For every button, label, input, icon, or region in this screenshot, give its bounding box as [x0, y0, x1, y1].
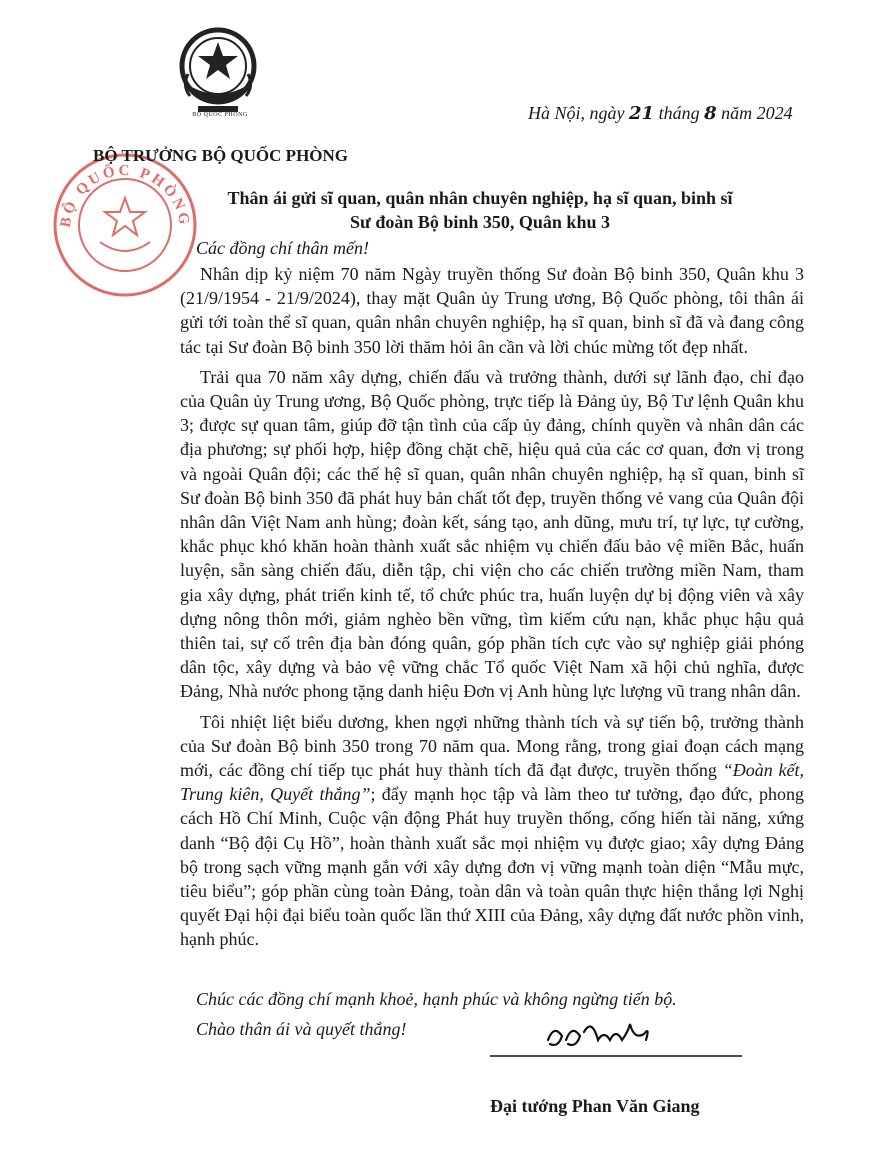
year-label: năm 2024	[721, 103, 793, 123]
closing-line-1: Chúc các đồng chí mạnh khoẻ, hạnh phúc và không ngừng tiến bộ.	[196, 989, 677, 1009]
letter-title	[160, 186, 800, 234]
title-line-2: Sư đoàn Bộ binh 350, Quân khu 3	[350, 212, 610, 232]
paragraph-3	[180, 710, 804, 952]
emblem-caption: BỘ QUỐC PHÒNG	[192, 112, 248, 118]
month-value: 8	[704, 103, 717, 124]
letter-body	[180, 262, 804, 958]
motto: “Đoàn kết, Trung kiên, Quyết thắng”	[180, 760, 804, 805]
month-label: tháng	[658, 103, 700, 123]
greeting: Các đồng chí thân mến!	[196, 238, 369, 258]
national-emblem-icon	[168, 24, 268, 124]
stamp-text: BỘ QUỐC PHÒNG	[57, 162, 193, 229]
handwritten-signature-icon	[488, 1010, 744, 1062]
paragraph-3-part-1: Tôi nhiệt liệt biểu dương, khen ngợi những thành tích và sự tiến bộ, trưởng thành của Sư đoàn Bộ binh 350 trong 70 năm qua. Mong rằng, trong giai đoạn cách mạng mới, các đồng chí tiếp tục phát huy thành tích đã đạt được, truyền thống	[180, 711, 804, 781]
signer-name: Đại tướng Phan Văn Giang	[490, 1096, 700, 1116]
place-date	[528, 103, 793, 124]
title-line-1: Thân ái gửi sĩ quan, quân nhân chuyên nghiệp, hạ sĩ quan, binh sĩ	[227, 188, 733, 208]
closing-line-2: Chào thân ái và quyết thắng!	[196, 1019, 407, 1039]
paragraph-3-part-2: ; đẩy mạnh học tập và làm theo tư tưởng, đạo đức, phong cách Hồ Chí Minh, Cuộc vận động Phát huy truyền thống, cống hiến tài năng, xứng danh “Bộ đội Cụ Hồ”, hoàn thành xuất sắc mọi nhiệm vụ được giao; xây dựng Đảng bộ trong sạch vững mạnh gắn với xây dựng đơn vị vững mạnh toàn diện “Mẫu mực, tiêu biểu”; góp phần cùng toàn Đảng, toàn dân và toàn quân thực hiện thắng lợi Nghị quyết Đại hội đại biểu toàn quốc lần thứ XIII của Đảng, xây dựng đất nước phồn vinh, hạnh phúc.	[180, 784, 804, 950]
place-prefix: Hà Nội, ngày	[528, 103, 625, 123]
paragraph-1: Nhân dịp kỷ niệm 70 năm Ngày truyền thống Sư đoàn Bộ binh 350, Quân khu 3 (21/9/1954 - 21/9/2024), thay mặt Quân ủy Trung ương, Bộ Quốc phòng, tôi thân ái gửi tới toàn thể sĩ quan, quân nhân chuyên nghiệp, hạ sĩ quan, binh sĩ đã và đang công tác tại Sư đoàn Bộ binh 350 lời thăm hỏi ân cần và lời chúc mừng tốt đẹp nhất.	[180, 264, 804, 357]
paragraph-2: Trải qua 70 năm xây dựng, chiến đấu và trưởng thành, dưới sự lãnh đạo, chỉ đạo của Quân ủy Trung ương, Bộ Quốc phòng, trực tiếp là Đảng ủy, Bộ Tư lệnh Quân khu 3; được sự quan tâm, giúp đỡ tận tình của cấp ủy đảng, chính quyền và nhân dân các địa phương; sự phối hợp, hiệp đồng chặt chẽ, hiệu quả của các cơ quan, đơn vị trong và ngoài Quân đội; các thế hệ sĩ quan, quân nhân chuyên nghiệp, hạ sĩ quan, binh sĩ Sư đoàn Bộ binh 350 đã phát huy bản chất tốt đẹp, truyền thống vẻ vang của Quân đội nhân dân Việt Nam anh hùng; đoàn kết, sáng tạo, anh dũng, mưu trí, tự lực, tự cường, khắc phục khó khăn hoàn thành xuất sắc nhiệm vụ chiến đấu bảo vệ miền Bắc, huấn luyện, sẵn sàng chiến đấu, diễn tập, chi viện cho các chiến trường miền Nam, tham gia xây dựng, phát triển kinh tế, tổ chức phúc tra, huấn luyện dự bị động viên và xây dựng nông thôn mới, giảm nghèo bền vững, tìm kiếm cứu nạn, khắc phục hậu quả thiên tai, sự cố trên địa bàn đóng quân, góp phần tích cực vào sự nghiệp giải phóng dân tộc, xây dựng và bảo vệ vững chắc Tổ quốc Việt Nam xã hội chủ nghĩa, được Đảng, Nhà nước phong tặng danh hiệu Đơn vị Anh hùng lực lượng vũ trang nhân dân.	[180, 366, 804, 702]
day-value: 21	[629, 103, 655, 124]
sender-title: BỘ TRƯỞNG BỘ QUỐC PHÒNG	[93, 146, 349, 165]
